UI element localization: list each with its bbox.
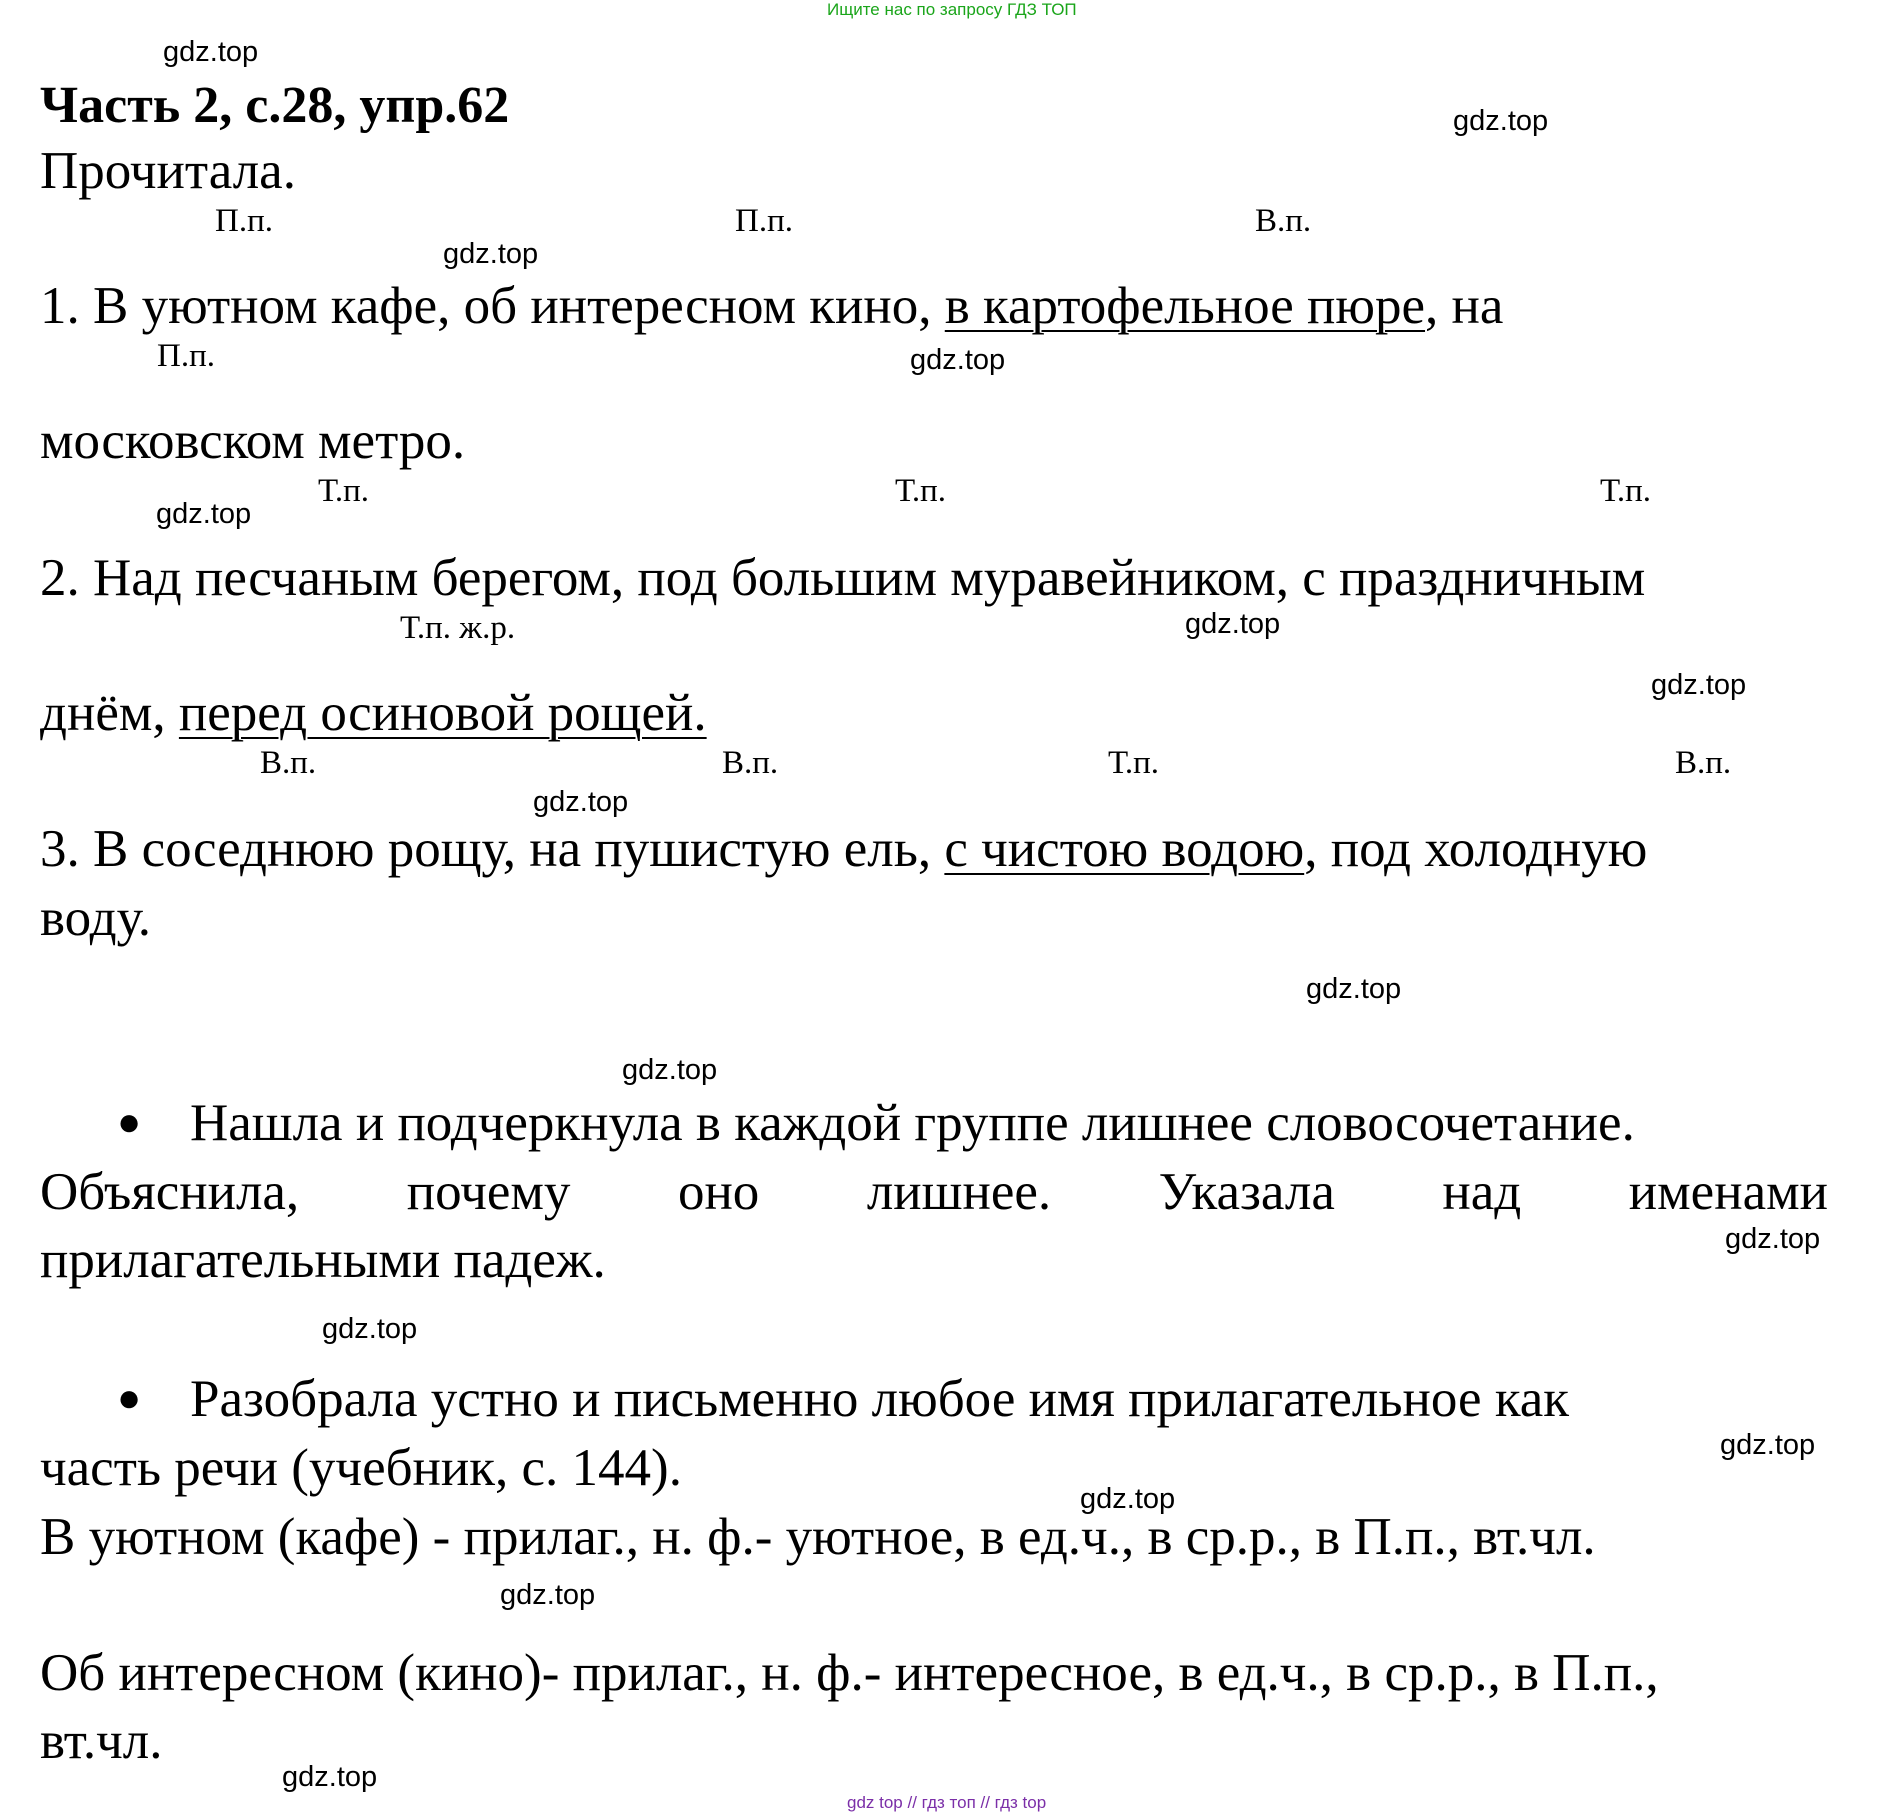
intro-text: Прочитала.: [40, 142, 296, 200]
watermark: gdz.top: [443, 238, 539, 270]
group-2-line-1: 2. Над песчаным берегом, под большим муравейником, с праздничным: [40, 549, 1646, 607]
group-1-text-a: 1. В уютном кафе, об интересном кино,: [40, 277, 945, 335]
watermark: gdz.top: [1725, 1223, 1821, 1255]
watermark: gdz.top: [282, 1761, 378, 1793]
group-3-text-b: , под холодную: [1304, 820, 1648, 878]
bullet-1-line-2: [40, 1163, 1828, 1221]
case-label: П.п.: [157, 338, 215, 374]
word: оно: [677, 1163, 760, 1221]
watermark: gdz.top: [500, 1579, 596, 1611]
watermark: gdz.top: [322, 1313, 418, 1345]
group-1-line-1: [40, 277, 1504, 335]
bullet-2-line-2: часть речи (учебник, с. 144).: [40, 1439, 682, 1497]
group-3-line-1: [40, 820, 1648, 878]
watermark: gdz.top: [1306, 973, 1402, 1005]
bullet-2-line-1: Разобрала устно и письменно любое имя прилагательное как: [190, 1370, 1570, 1428]
group-2-text-a: днём,: [40, 684, 179, 742]
footer-links: gdz top // гдз топ // гдз top: [847, 1793, 1047, 1812]
watermark: gdz.top: [1651, 669, 1747, 701]
group-3-line-2: воду.: [40, 889, 152, 947]
bullet-icon: ●: [117, 1099, 142, 1144]
bullet-icon: ●: [117, 1375, 142, 1420]
case-label: П.п.: [215, 203, 273, 239]
group-1-line-2: московском метро.: [40, 412, 466, 470]
watermark: gdz.top: [163, 36, 259, 68]
word: Указала: [1158, 1163, 1335, 1221]
word: лишнее.: [866, 1163, 1052, 1221]
case-label: В.п.: [1675, 745, 1732, 781]
analysis-line-2: Об интересном (кино)- прилаг., н. ф.- интересное, в ед.ч., в ср.р., в П.п.,: [40, 1644, 1659, 1702]
group-1-text-b: , на: [1425, 277, 1504, 335]
watermark: gdz.top: [622, 1054, 718, 1086]
group-1-odd-phrase: в картофельное пюре: [944, 277, 1426, 335]
watermark: gdz.top: [533, 786, 629, 818]
word: над: [1442, 1163, 1522, 1221]
page-title: Часть 2, с.28, упр.62: [40, 77, 510, 134]
word: Объяснила,: [40, 1163, 300, 1221]
case-label: Т.п.: [1600, 473, 1652, 509]
bullet-1-line-3: прилагательными падеж.: [40, 1231, 606, 1289]
word: почему: [406, 1163, 571, 1221]
case-label: В.п.: [722, 745, 779, 781]
case-label: Т.п. ж.р.: [400, 610, 516, 646]
watermark: gdz.top: [1453, 105, 1549, 137]
watermark: gdz.top: [1080, 1483, 1176, 1515]
case-label: Т.п.: [895, 473, 947, 509]
analysis-line-1: В уютном (кафе) - прилаг., н. ф.- уютное, в ед.ч., в ср.р., в П.п., вт.чл.: [40, 1508, 1596, 1566]
analysis-line-3: вт.чл.: [40, 1712, 163, 1770]
case-label: Т.п.: [1108, 745, 1160, 781]
group-3-text-a: 3. В соседнюю рощу, на пушистую ель,: [40, 820, 945, 878]
watermark: gdz.top: [910, 344, 1006, 376]
case-label: В.п.: [260, 745, 317, 781]
search-hint: Ищите нас по запросу ГДЗ ТОП: [827, 0, 1077, 19]
case-label: В.п.: [1255, 203, 1312, 239]
watermark: gdz.top: [1185, 608, 1281, 640]
group-2-odd-phrase: перед осиновой рощей.: [178, 684, 707, 742]
word: именами: [1628, 1163, 1828, 1221]
group-3-odd-phrase: с чистою водою: [944, 820, 1305, 878]
case-label: Т.п.: [318, 473, 370, 509]
case-label: П.п.: [735, 203, 793, 239]
bullet-1-line-1: Нашла и подчеркнула в каждой группе лишнее словосочетание.: [190, 1094, 1635, 1152]
watermark: gdz.top: [156, 498, 252, 530]
group-2-line-2: [40, 684, 707, 742]
watermark: gdz.top: [1720, 1429, 1816, 1461]
